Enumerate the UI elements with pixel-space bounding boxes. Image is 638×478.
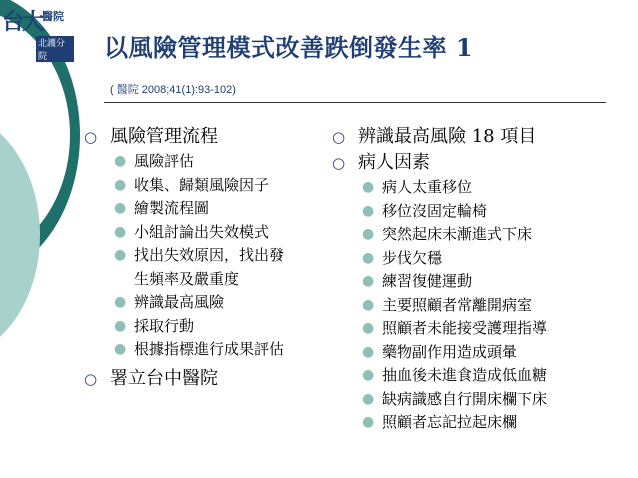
list-item-text: 照顧者忘記拉起床欄 [382,413,518,431]
list-item [362,223,632,247]
bullet-icon: ● [362,179,375,195]
list-item-text: 風險評估 [134,152,195,170]
bullet-icon: ● [362,414,375,430]
list-item [362,200,632,224]
list-item [114,150,344,174]
list-item-text: 辨識最高風險 [134,293,225,311]
left-heading-text: 風險管理流程 [110,126,218,147]
list-item-text: 收集、歸類風險因子 [134,175,270,194]
left-heading [84,124,344,150]
bullet-icon: ● [362,296,375,313]
list-item [362,247,632,271]
logo-branch-text: 北護分院 [36,36,74,62]
list-item-text: 照顧者未能接受護理指導 [382,319,548,337]
bullet-icon: ● [362,390,375,407]
list-item [362,411,632,435]
list-item [362,176,632,200]
list-item [114,221,344,245]
list-item [114,315,344,339]
list-item [114,197,344,221]
list-item [362,388,632,412]
list-item [114,244,344,291]
bullet-icon: ● [114,247,127,263]
list-item [114,291,344,315]
logo-hospital-text: 醫院 [42,10,64,23]
list-item-text: 採取行動 [134,316,195,335]
bullet-icon: ● [362,226,375,242]
list-item [362,364,632,388]
list-item [362,317,632,341]
list-item-text: 病人太重移位 [382,178,473,196]
bullet-icon: ● [114,223,127,240]
bullet-icon: ● [362,273,375,289]
logo-main-text: 台大 [2,9,43,35]
bullet-icon: ● [114,200,127,216]
list-item [362,270,632,294]
right-heading-2-text: 病人因素 [358,152,430,173]
bullet-icon: ● [114,153,127,169]
citation: ( 醫院 2008;41(1):93-102) [110,84,236,96]
right-heading-1-text: 辨識最高風險 18 項目 [358,126,537,147]
bullet-icon: ● [362,367,375,383]
slide-title: 以風險管理模式改善跌倒發生率 1 [104,33,474,62]
list-item-text: 找出失效原因，找出發 生頻率及嚴重度 [134,246,285,288]
hollow-circle-icon: ○ [332,154,346,172]
list-item-text: 繪製流程圖 [134,199,210,217]
list-item [114,338,344,362]
title-divider [104,102,606,103]
bullet-icon: ● [114,317,127,334]
bullet-icon: ● [362,320,375,336]
list-item [114,174,344,198]
left-footer-heading-text: 署立台中醫院 [110,367,218,389]
list-item-text: 抽血後未進食造成低血糖 [382,366,548,384]
right-column [332,124,632,435]
list-item-text: 根據指標進行成果評估 [134,340,285,358]
bullet-icon: ● [114,341,127,357]
bullet-icon: ● [114,294,127,310]
list-item-text: 突然起床未漸進式下床 [382,225,533,243]
hollow-circle-icon: ○ [84,369,98,388]
list-item-text: 移位沒固定輪椅 [382,201,488,220]
left-footer-heading [84,366,344,392]
hollow-circle-icon: ○ [332,128,346,146]
hollow-circle-icon: ○ [84,128,98,146]
list-item-text: 缺病識感自行開床欄下床 [382,389,548,408]
list-item [362,341,632,365]
right-heading-2 [332,150,632,176]
bullet-icon: ● [362,202,375,219]
list-item-text: 主要照顧者常離開病室 [382,295,533,314]
list-item-text: 小組討論出失效模式 [134,222,270,241]
list-item-text: 練習復健運動 [382,272,473,290]
list-item-text: 步伐欠穩 [382,248,443,267]
bullet-icon: ● [362,249,375,266]
bullet-icon: ● [362,343,375,360]
left-column [84,124,344,392]
list-item-text: 藥物副作用造成頭暈 [382,342,518,361]
bullet-icon: ● [114,176,127,193]
list-item [362,294,632,318]
hospital-logo [2,5,74,62]
right-heading-1 [332,124,632,150]
